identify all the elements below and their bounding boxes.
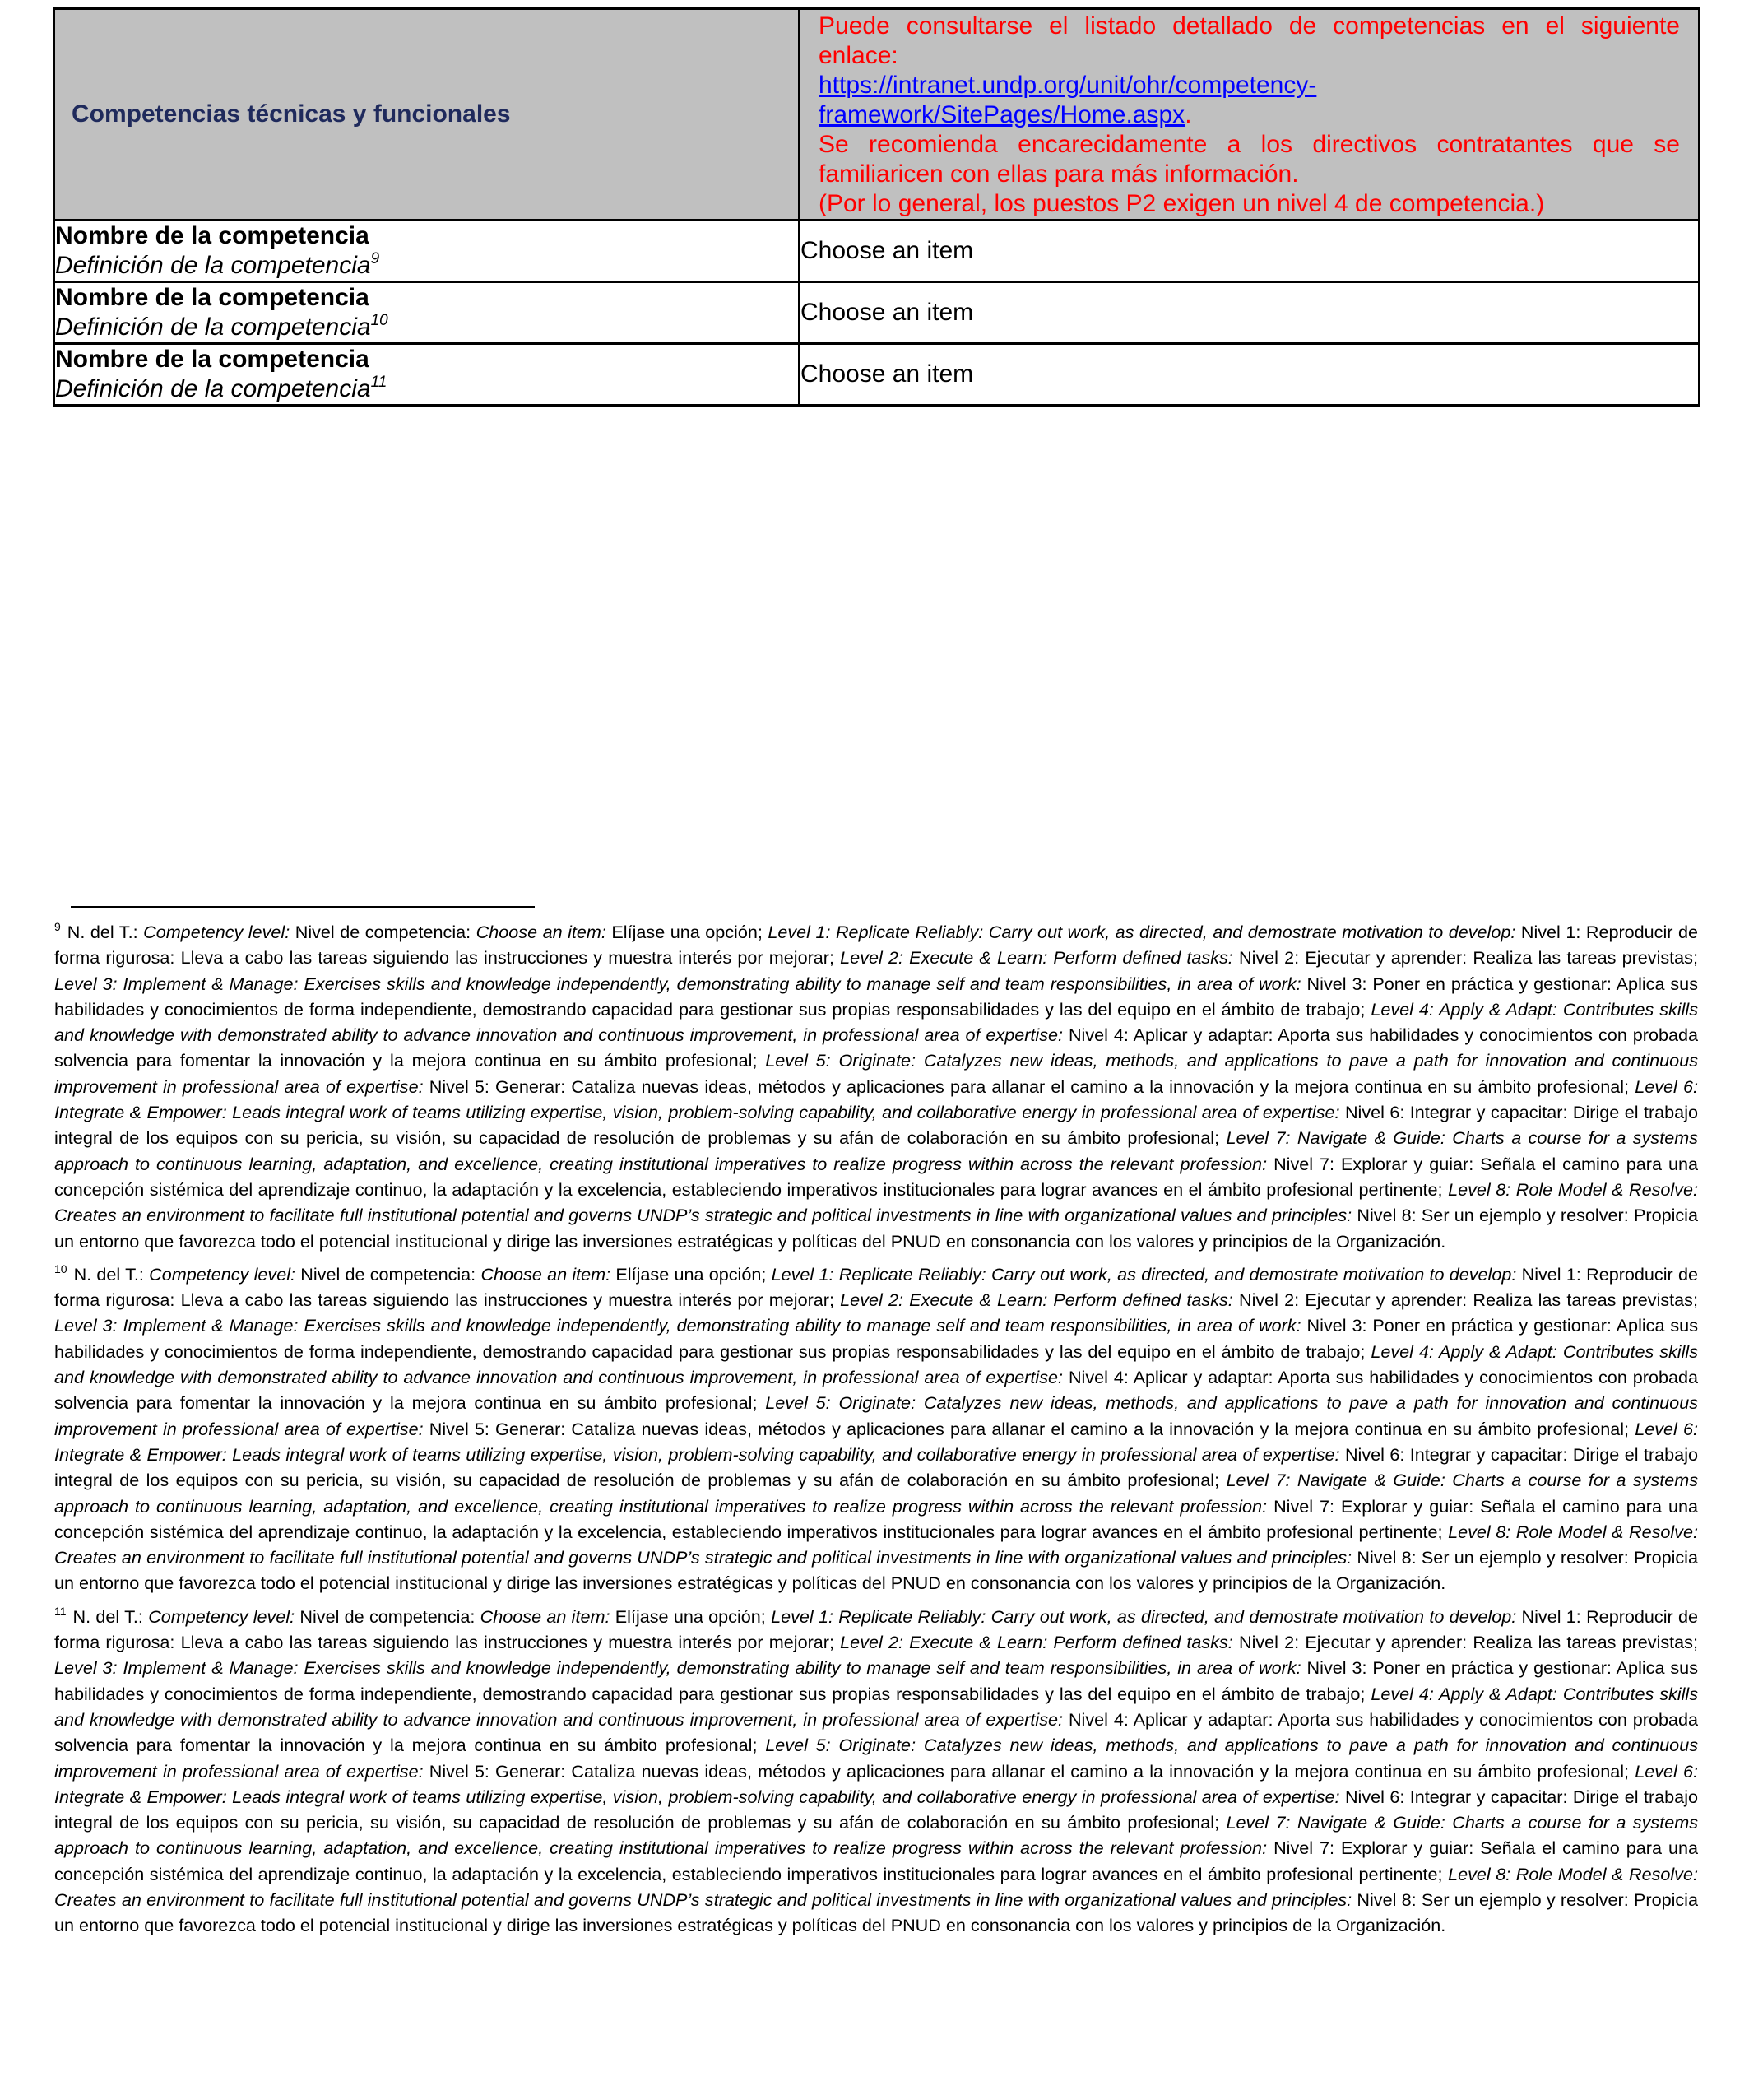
competency-name: Nombre de la competencia [55, 346, 369, 373]
competency-definition [55, 251, 798, 281]
footnote [54, 1604, 1698, 1939]
footnote-spanish-text: Elíjase una opción; [611, 922, 768, 942]
footnote [54, 919, 1698, 1254]
footnote-spanish-text: Nivel 8: Ser un ejemplo y resolver: Propicia un entorno que favorezca todo el potencial institucional y dirige las inversiones estratégicas y políticas del PNUD en consonancia con los valores y principios de la Organización. [54, 1547, 1698, 1594]
footnote-english-text: Level 1: Replicate Reliably: Carry out work, as directed, and demostrate motivation to develop: [771, 1263, 1522, 1285]
competency-row [54, 221, 1700, 282]
dropdown-placeholder: Choose an item [800, 237, 974, 264]
footnote-spanish-text: Nivel 7: Explorar y guiar: Señala el camino para una concepción sistémica del aprendizaje continuo, la adaptación y la excelencia, estableciendo imperativos institucionales para lograr avances en el ámbito profesional pertinente; [54, 1495, 1699, 1542]
footnote-spanish-text: Nivel 2: Ejecutar y aprender: Realiza las tareas previstas; [1238, 947, 1698, 969]
footnote-english-text: Level 2: Execute & Learn: Perform defined tasks: [840, 947, 1239, 969]
footnote-english-text: Level 8: Role Model & Resolve: Creates an environment to facilitate full institutional potential and governs UNDP’s strategic and political investments in line with organizational values and principles: [54, 1521, 1698, 1568]
competency-cell [54, 344, 800, 406]
footnote-spanish-text: Nivel 4: Aplicar y adaptar: Aporta sus habilidades y conocimientos con probada solvencia para fomentar la innovación y la mejora continua en su ámbito profesional; [54, 1024, 1698, 1071]
footnote-spanish-text: Nivel 6: Integrar y capacitar: Dirige el trabajo integral de los equipos con su pericia, su visión, su capacidad de resolución de problemas y su afán de colaboración en su ámbito profesional; [54, 1786, 1698, 1833]
footnote-english-text: Level 7: Navigate & Guide: Charts a course for a systems approach to continuous learning, adaptation, and excellence, creating institutional imperatives to realize progress within across the relevant profession: [54, 1470, 1698, 1517]
competency-row [54, 344, 1700, 406]
footnote-english-text: Level 8: Role Model & Resolve: Creates an environment to facilitate full institutional potential and governs UNDP’s strategic and political investments in line with organizational values and principles: [54, 1863, 1698, 1910]
footnote-spanish-text: Nivel 4: Aplicar y adaptar: Aporta sus habilidades y conocimientos con probada solvencia para fomentar la innovación y la mejora continua en su ámbito profesional; [54, 1367, 1698, 1414]
info-link-line-2 [819, 100, 1680, 130]
footnote-english-text: Level 7: Navigate & Guide: Charts a course for a systems approach to continuous learning, adaptation, and excellence, creating institutional imperatives to realize progress within across the relevant profession: [54, 1127, 1698, 1174]
footnote-spanish-text: Nivel 1: Reproducir de forma rigurosa: Lleva a cabo las tareas siguiendo las instrucciones y muestra interés por mejorar; [54, 922, 1698, 969]
section-title: Competencias técnicas y funcionales [72, 100, 511, 128]
footnote-english-text: Choose an item: [480, 1605, 615, 1627]
dropdown-placeholder: Choose an item [800, 299, 974, 326]
competency-framework-link-continued[interactable]: framework/SitePages/Home.aspx [819, 101, 1185, 128]
footnotes-section [54, 919, 1698, 1946]
footnote-english-text: Level 1: Replicate Reliably: Carry out work, as directed, and demostrate motivation to develop: [771, 1605, 1522, 1627]
footnote-spanish-text: Nivel 1: Reproducir de forma rigurosa: Lleva a cabo las tareas siguiendo las instrucciones y muestra interés por mejorar; [54, 1605, 1698, 1653]
footnote-english-text: Level 6: Integrate & Empower: Leads integral work of teams utilizing expertise, vision, problem-solving capability, and collaborative energy in professional area of expertise: [54, 1418, 1698, 1465]
info-line-3: Se recomienda encarecidamente a los directivos contratantes que se [819, 131, 1680, 158]
footnote-english-text: Level 4: Apply & Adapt: Contributes skills and knowledge with demonstrated ability to advance innovation and continuous improvement, in professional area of expertise: [54, 998, 1698, 1046]
footnote-spanish-text: Nivel 7: Explorar y guiar: Señala el camino para una concepción sistémica del aprendizaje continuo, la adaptación y la excelencia, estableciendo imperativos institucionales para lograr avances en el ámbito profesional pertinente; [54, 1838, 1699, 1884]
footnote-english-text: Level 7: Navigate & Guide: Charts a course for a systems approach to continuous learning, adaptation, and excellence, creating institutional imperatives to realize progress within across the relevant profession: [54, 1812, 1698, 1859]
competency-level-dropdown[interactable] [800, 221, 1700, 282]
competency-info-note [800, 10, 1698, 219]
footnote-spanish-text: Nivel 2: Ejecutar y aprender: Realiza las tareas previstas; [1238, 1632, 1698, 1653]
footnote-spanish-text: Nivel 5: Generar: Cataliza nuevas ideas, métodos y aplicaciones para allanar el camino a la innovación y la mejora continua en su ámbito profesional; [429, 1760, 1635, 1782]
info-link-line-1 [819, 71, 1680, 100]
footnote-english-text: Level 1: Replicate Reliably: Carry out work, as directed, and demostrate motivation to develop: [768, 922, 1521, 942]
footnote-english-text: Competency level: [149, 1263, 301, 1285]
competency-definition [55, 374, 798, 404]
info-line-4: familiaricen con ellas para más información. [819, 160, 1299, 188]
footnote-spanish-text: Nivel 3: Poner en práctica y gestionar: Aplica sus habilidades y conocimientos de forma independiente, demostrando capacidad para gestionar sus propias responsabilidades y las del equipo en el ámbito de trabajo; [54, 1657, 1698, 1704]
footnote [54, 1261, 1698, 1596]
footnote-spanish-text: N. del T.: [72, 1605, 149, 1627]
footnote-number: 11 [54, 1604, 67, 1618]
competency-definition-text: Definición de la competencia [55, 314, 371, 341]
footnote-spanish-text: Nivel 7: Explorar y guiar: Señala el camino para una concepción sistémica del aprendizaje continuo, la adaptación y la excelencia, estableciendo imperativos institucionales para lograr avances en el ámbito profesional pertinente; [54, 1153, 1699, 1200]
footnote-english-text: Level 5: Originate: Catalyzes new ideas, methods, and applications to pave a path for innovation and continuous improvement in professional area of expertise: [54, 1050, 1698, 1097]
footnote-spanish-text: Elíjase una opción; [615, 1605, 772, 1627]
footnote-spanish-text: Nivel 8: Ser un ejemplo y resolver: Propicia un entorno que favorezca todo el potencial institucional y dirige las inversiones estratégicas y políticas del PNUD en consonancia con los valores y principios de la Organización. [54, 1889, 1698, 1936]
info-line-5: (Por lo general, los puestos P2 exigen un nivel 4 de competencia.) [819, 190, 1545, 217]
footnote-number: 9 [54, 920, 61, 933]
footnote-spanish-text: Nivel 5: Generar: Cataliza nuevas ideas, métodos y aplicaciones para allanar el camino a la innovación y la mejora continua en su ámbito profesional; [429, 1076, 1635, 1097]
dropdown-placeholder: Choose an item [800, 360, 974, 388]
footnote-spanish-text: Nivel 3: Poner en práctica y gestionar: Aplica sus habilidades y conocimientos de forma independiente, demostrando capacidad para gestionar sus propias responsabilidades y las del equipo en el ámbito de trabajo; [54, 1315, 1698, 1362]
competency-row [54, 282, 1700, 344]
header-info-cell [800, 9, 1700, 221]
footnote-english-text: Level 3: Implement & Manage: Exercises skills and knowledge independently, demonstrating ability to manage self and team responsibilities, in area of work: [54, 1315, 1307, 1336]
footnote-spanish-text: Nivel de competencia: [300, 1263, 481, 1285]
footnote-english-text: Level 3: Implement & Manage: Exercises skills and knowledge independently, demonstrating ability to manage self and team responsibilities, in area of work: [54, 1657, 1307, 1679]
competency-name: Nombre de la competencia [55, 222, 369, 249]
footnote-spanish-text: N. del T.: [67, 922, 144, 942]
footnote-english-text: Choose an item: [480, 1263, 616, 1285]
footnote-spanish-text: Elíjase una opción; [615, 1263, 772, 1285]
competency-definition [55, 313, 798, 342]
competency-definition-text: Definición de la competencia [55, 375, 371, 402]
footnote-spanish-text: N. del T.: [73, 1263, 150, 1285]
competency-level-dropdown[interactable] [800, 344, 1700, 406]
footnote-spanish-text: Nivel 6: Integrar y capacitar: Dirige el trabajo integral de los equipos con su pericia, su visión, su capacidad de resolución de problemas y su afán de colaboración en su ámbito profesional; [54, 1102, 1698, 1149]
footnote-ref[interactable]: 9 [370, 250, 380, 267]
footnote-spanish-text: Nivel 3: Poner en práctica y gestionar: Aplica sus habilidades y conocimientos de forma independiente, demostrando capacidad para gestionar sus propias responsabilidades y las del equipo en el ámbito de trabajo; [54, 973, 1698, 1020]
info-line-1: Puede consultarse el listado detallado de competencias en el siguiente enlace: [819, 12, 1680, 69]
footnote-english-text: Level 8: Role Model & Resolve: Creates an environment to facilitate full institutional potential and governs UNDP’s strategic and political investments in line with organizational values and principles: [54, 1178, 1698, 1226]
footnote-spanish-text: Nivel 4: Aplicar y adaptar: Aporta sus habilidades y conocimientos con probada solvencia para fomentar la innovación y la mejora continua en su ámbito profesional; [54, 1708, 1698, 1756]
footnote-spanish-text: Nivel 1: Reproducir de forma rigurosa: Lleva a cabo las tareas siguiendo las instrucciones y muestra interés por mejorar; [54, 1263, 1698, 1311]
footnote-english-text: Level 5: Originate: Catalyzes new ideas, methods, and applications to pave a path for innovation and continuous improvement in professional area of expertise: [54, 1392, 1698, 1439]
footnote-spanish-text: Nivel de competencia: [295, 922, 476, 942]
footnote-separator [71, 906, 535, 908]
footnote-english-text: Level 5: Originate: Catalyzes new ideas, methods, and applications to pave a path for innovation and continuous improvement in professional area of expertise: [54, 1735, 1698, 1782]
footnote-english-text: Level 4: Apply & Adapt: Contributes skills and knowledge with demonstrated ability to advance innovation and continuous improvement, in professional area of expertise: [54, 1683, 1698, 1730]
footnote-english-text: Level 4: Apply & Adapt: Contributes skills and knowledge with demonstrated ability to advance innovation and continuous improvement, in professional area of expertise: [54, 1340, 1698, 1388]
footnote-english-text: Competency level: [148, 1605, 300, 1627]
footnote-english-text: Competency level: [143, 922, 295, 942]
footnote-ref[interactable]: 10 [370, 312, 388, 329]
footnote-spanish-text: Nivel 8: Ser un ejemplo y resolver: Propicia un entorno que favorezca todo el potencial institucional y dirige las inversiones estratégicas y políticas del PNUD en consonancia con los valores y principios de la Organización. [54, 1205, 1698, 1252]
footnote-spanish-text: Nivel de competencia: [299, 1605, 480, 1627]
footnote-ref[interactable]: 11 [370, 374, 387, 391]
footnote-english-text: Level 6: Integrate & Empower: Leads integral work of teams utilizing expertise, vision, problem-solving capability, and collaborative energy in professional area of expertise: [54, 1076, 1698, 1123]
header-title-cell [54, 9, 800, 221]
footnote-number: 10 [54, 1261, 67, 1275]
link-suffix: . [1185, 101, 1192, 128]
footnote-spanish-text: Nivel 6: Integrar y capacitar: Dirige el trabajo integral de los equipos con su pericia, su visión, su capacidad de resolución de problemas y su afán de colaboración en su ámbito profesional; [54, 1443, 1698, 1491]
footnote-english-text: Level 6: Integrate & Empower: Leads integral work of teams utilizing expertise, vision, problem-solving capability, and collaborative energy in professional area of expertise: [54, 1760, 1698, 1807]
competency-framework-link[interactable]: https://intranet.undp.org/unit/ohr/competency- [819, 72, 1317, 99]
footnote-english-text: Choose an item: [476, 922, 612, 942]
competency-name: Nombre de la competencia [55, 284, 369, 311]
competency-cell [54, 221, 800, 282]
footnote-english-text: Level 2: Execute & Learn: Perform defined tasks: [840, 1632, 1239, 1653]
footnote-spanish-text: Nivel 2: Ejecutar y aprender: Realiza las tareas previstas; [1238, 1289, 1698, 1311]
footnote-english-text: Level 3: Implement & Manage: Exercises skills and knowledge independently, demonstrating ability to manage self and team responsibilities, in area of work: [54, 973, 1307, 994]
footnote-english-text: Level 2: Execute & Learn: Perform defined tasks: [840, 1289, 1239, 1311]
competency-cell [54, 282, 800, 344]
table-header-row [54, 9, 1700, 221]
competency-level-dropdown[interactable] [800, 282, 1700, 344]
competency-definition-text: Definición de la competencia [55, 252, 371, 279]
footnote-spanish-text: Nivel 5: Generar: Cataliza nuevas ideas, métodos y aplicaciones para allanar el camino a la innovación y la mejora continua en su ámbito profesional; [429, 1418, 1635, 1439]
competency-table [53, 7, 1700, 407]
